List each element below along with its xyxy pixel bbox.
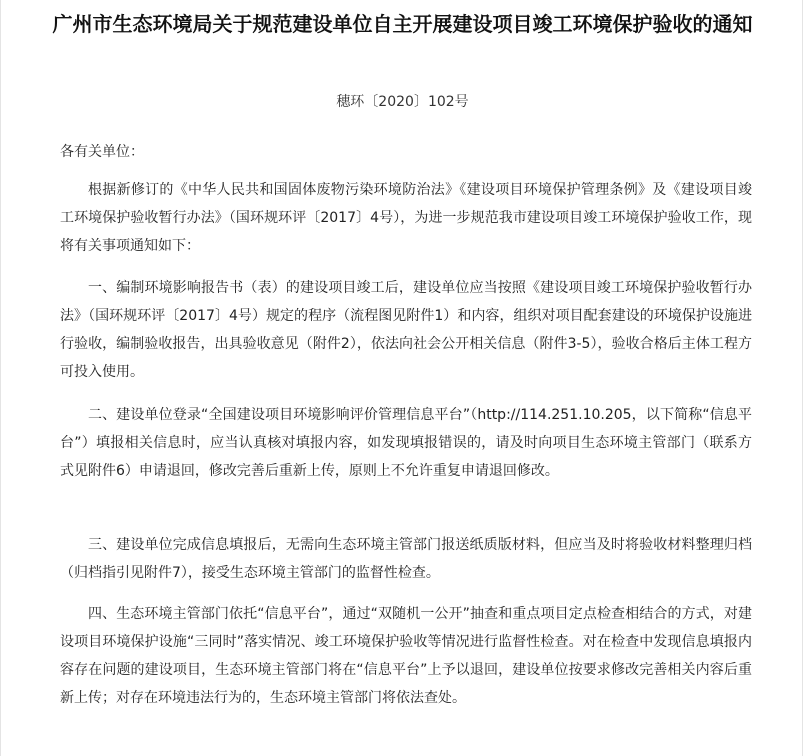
paragraph-item-3: 三、建设单位完成信息填报后，无需向生态环境主管部门报送纸质版材料，但应当及时将验收材料整理归档（归档指引见附件7），接受生态环境主管部门的监督性检查。: [60, 537, 752, 581]
salutation: 各有关单位：: [60, 144, 144, 160]
paragraph-item-1: 一、编制环境影响报告书（表）的建设项目竣工后，建设单位应当按照《建设项目竣工环境保护验收暂行办法》（国环规环评〔2017〕4号）规定的程序（流程图见附件1）和内容，组织对项目配套建设的环境保护设施进行验收，编制验收报告，出具验收意见（附件2），依法向社会公开相关信息（附件3-5），验收合格后主体工程方可投入使用。: [60, 280, 752, 380]
paragraph-item-4: 四、生态环境主管部门依托“信息平台”，通过“双随机一公开”抽查和重点项目定点检查相结合的方式，对建设项目环境保护设施“三同时”落实情况、竣工环境保护验收等情况进行监督性检查。对在检查中发现信息填报内容存在问题的建设项目，生态环境主管部门将在“信息平台”上予以退回，建设单位按要求修改完善相关内容后重新上传；对存在环境违法行为的，生态环境主管部门将依法查处。: [60, 606, 752, 706]
paragraph-intro: 根据新修订的《中华人民共和国固体废物污染环境防治法》《建设项目环境保护管理条例》及《建设项目竣工环境保护验收暂行办法》（国环规环评〔2017〕4号），为进一步规范我市建设项目竣工环境保护验收工作，现将有关事项通知如下：: [60, 182, 752, 254]
document-title: 广州市生态环境局关于规范建设单位自主开展建设项目竣工环境保护验收的通知: [52, 12, 753, 36]
paragraph-item-2: 二、建设单位登录“全国建设项目环境影响评价管理信息平台”（http://114.251.10.205，以下简称“信息平台”）填报相关信息时，应当认真核对填报内容，如发现填报错误的，请及时向项目生态环境主管部门（联系方式见附件6）申请退回，修改完善后重新上传，原则上不允许重复申请退回修改。: [60, 407, 752, 479]
document-number: 穗环〔2020〕102号: [336, 94, 469, 110]
